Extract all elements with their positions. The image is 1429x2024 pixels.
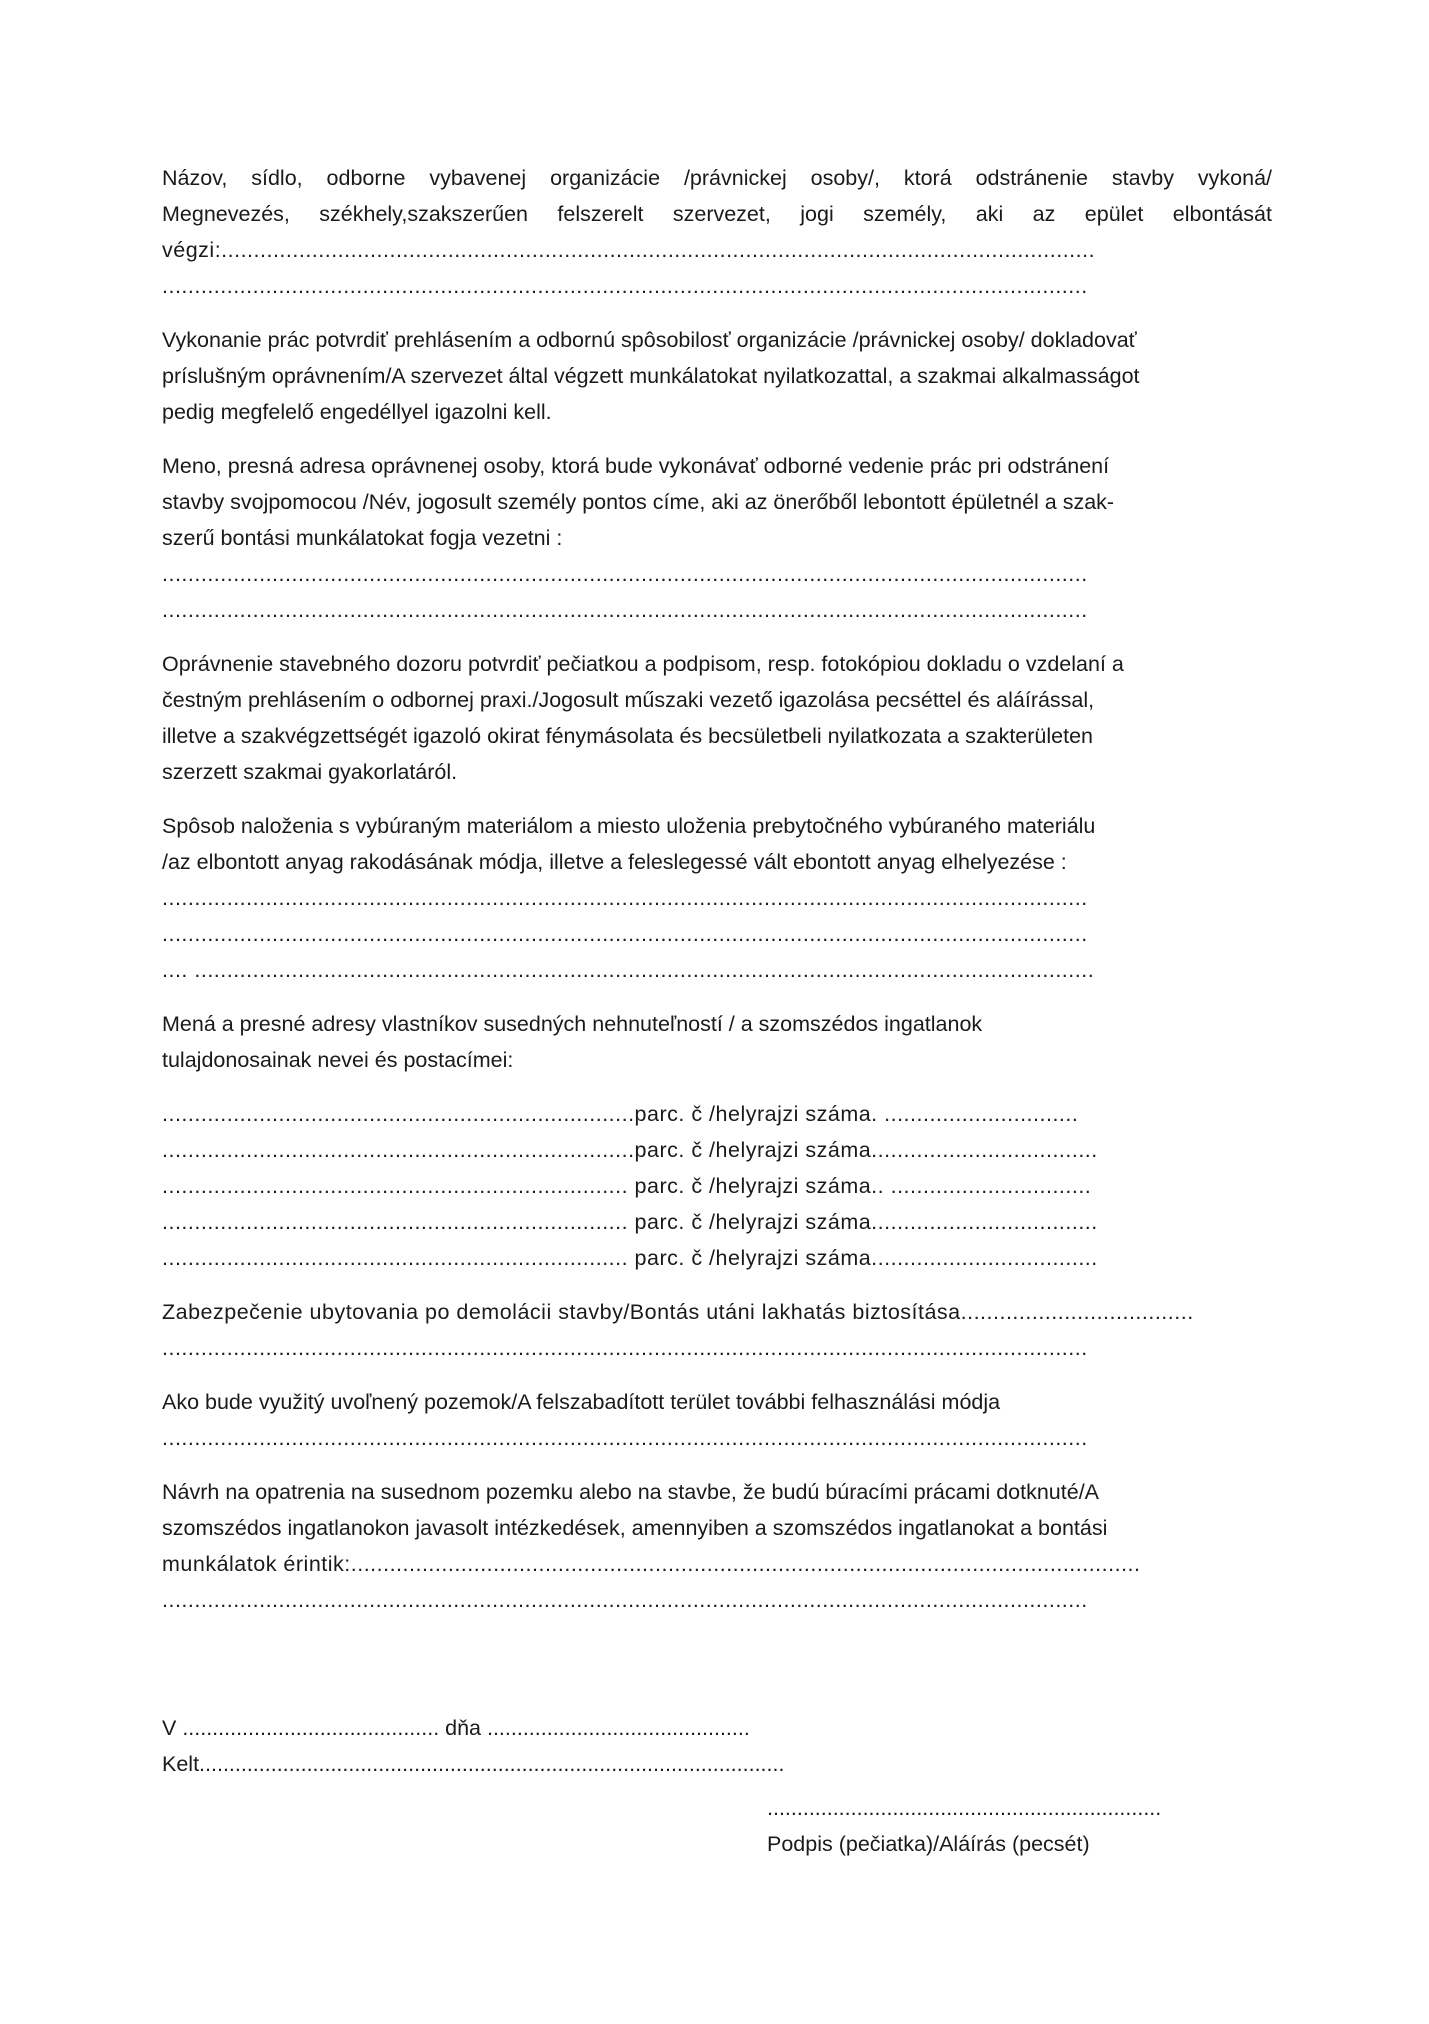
signature-line[interactable]: .................................................................. (767, 1796, 1162, 1820)
authorized-person-fill-line-1[interactable]: ............................................................................................................................................... (162, 562, 1088, 586)
organization-fill-line-2[interactable]: ............................................................................................................................................... (162, 274, 1088, 298)
work-confirmation-line-3: pedig megfelelő engedéllyel igazolni kell. (162, 400, 552, 424)
supervision-line-2: čestným prehlásením o odbornej praxi./Jogosult műszaki vezető igazolása pecséttel és aláírással, (162, 688, 1095, 712)
accommodation-section (162, 1294, 1272, 1366)
measures-line-1: Návrh na opatrenia na susednom pozemku alebo na stavbe, že budú búracími prácami dotknuté/A (162, 1480, 1100, 1504)
accommodation-fill-line[interactable]: ............................................................................................................................................... (162, 1336, 1088, 1360)
parcels-list (162, 1096, 1272, 1276)
parcel-line-4[interactable]: ........................................................................ parc. č /helyrajzi száma................................... (162, 1210, 1098, 1234)
material-line-2: /az elbontott anyag rakodásának módja, illetve a feleslegessé vált ebontott anyag elhelyezése : (162, 850, 1067, 874)
supervision-line-3: illetve a szakvégzettségét igazoló okirat fénymásolata és becsületbeli nyilatkozata a szakterületen (162, 724, 1093, 748)
supervision-line-4: szerzett szakmai gyakorlatáról. (162, 760, 458, 784)
signature-label: Podpis (pečiatka)/Aláírás (pecsét) (767, 1832, 1090, 1856)
material-section (162, 808, 1272, 988)
parcel-line-5[interactable]: ........................................................................ parc. č /helyrajzi száma................................... (162, 1246, 1098, 1270)
land-use-section (162, 1384, 1272, 1456)
organization-fill-line-1[interactable]: végzi:....................................................................................................................................... (162, 238, 1096, 262)
kelt-line[interactable]: Kelt.................................................................................................. (162, 1752, 785, 1776)
organization-line-2: Megnevezés, székhely,szakszerűen felszerelt szervezet, jogi személy, aki az epület elbontását (162, 202, 1272, 226)
authorized-person-fill-line-2[interactable]: ............................................................................................................................................... (162, 598, 1088, 622)
material-fill-line-3[interactable]: .... ........................................................................................................................................... (162, 958, 1095, 982)
place-date-line[interactable]: V ........................................... dňa ............................................ (162, 1716, 750, 1740)
material-line-1: Spôsob naloženia s vybúraným materiálom a miesto uloženia prebytočného vybúraného materiálu (162, 814, 1096, 838)
neighbors-line-1: Mená a presné adresy vlastníkov susedných nehnuteľností / a szomszédos ingatlanok (162, 1012, 983, 1036)
authorized-person-line-2: stavby svojpomocou /Név, jogosult személy pontos címe, aki az önerőből lebontott épületnél a szak- (162, 490, 1115, 514)
work-confirmation-section (162, 322, 1272, 430)
parcel-line-1[interactable]: .........................................................................parc. č /helyrajzi száma. .............................. (162, 1102, 1079, 1126)
land-use-fill-line[interactable]: ............................................................................................................................................... (162, 1426, 1088, 1450)
material-fill-line-1[interactable]: ............................................................................................................................................... (162, 886, 1088, 910)
form-page (162, 160, 1272, 1782)
measures-line-2: szomszédos ingatlanokon javasolt intézkedések, amennyiben a szomszédos ingatlanokat a bontási (162, 1516, 1108, 1540)
material-fill-line-2[interactable]: ............................................................................................................................................... (162, 922, 1088, 946)
authorized-person-line-3: szerű bontási munkálatokat fogja vezetni : (162, 526, 563, 550)
neighbors-line-2: tulajdonosainak nevei és postacímei: (162, 1048, 514, 1072)
accommodation-line-1[interactable]: Zabezpečenie ubytovania po demolácii stavby/Bontás utáni lakhatás biztosítása.................................... (162, 1300, 1194, 1324)
parcel-line-3[interactable]: ........................................................................ parc. č /helyrajzi száma.. ............................... (162, 1174, 1092, 1198)
parcel-line-2[interactable]: .........................................................................parc. č /helyrajzi száma................................... (162, 1138, 1098, 1162)
authorized-person-line-1: Meno, presná adresa oprávnenej osoby, ktorá bude vykonávať odborné vedenie prác pri odstránení (162, 454, 1110, 478)
organization-section (162, 160, 1272, 304)
signature-block (767, 1790, 1161, 1862)
measures-fill-line-1[interactable]: munkálatok érintik:.......................................................................................................................... (162, 1552, 1141, 1576)
supervision-section (162, 646, 1272, 790)
work-confirmation-line-2: príslušným oprávnením/A szervezet által végzett munkálatokat nyilatkozattal, a szakmai alkalmasságot (162, 364, 1140, 388)
land-use-line-1: Ako bude využitý uvoľnený pozemok/A felszabadított terület további felhasználási módja (162, 1390, 1001, 1414)
work-confirmation-line-1: Vykonanie prác potvrdiť prehlásením a odbornú spôsobilosť organizácie /právnickej osoby/ dokladovať (162, 328, 1137, 352)
neighbors-section (162, 1006, 1272, 1078)
organization-line-1: Názov, sídlo, odborne vybavenej organizácie /právnickej osoby/, ktorá odstránenie stavby vykoná/ (162, 166, 1272, 190)
measures-fill-line-2[interactable]: ............................................................................................................................................... (162, 1588, 1088, 1612)
authorized-person-section (162, 448, 1272, 628)
measures-section (162, 1474, 1272, 1618)
supervision-line-1: Oprávnenie stavebného dozoru potvrdiť pečiatkou a podpisom, resp. fotokópiou dokladu o vzdelaní a (162, 652, 1124, 676)
place-date-section (162, 1710, 1272, 1782)
